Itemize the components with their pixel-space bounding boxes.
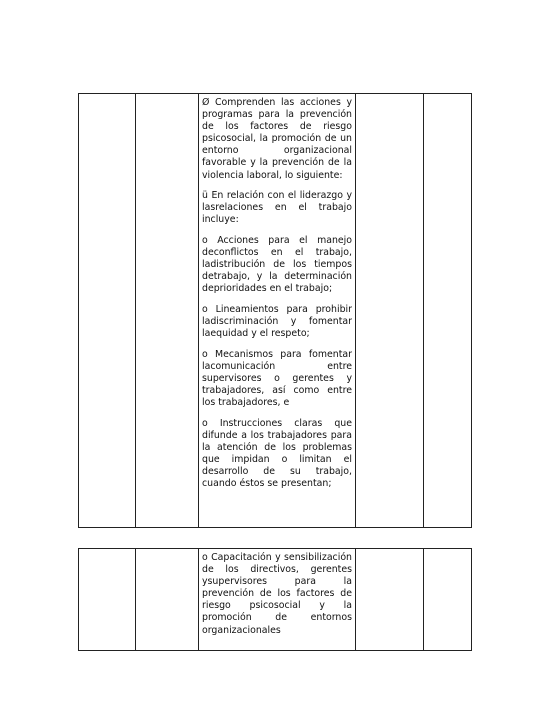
table-2-col-2 — [136, 549, 199, 651]
paragraph-instrucciones: o Instrucciones claras que difunde a los trabajadores para la atención de los problemas que impidan o limitan el desarrollo de su trabajo, cuando éstos se presentan; — [202, 417, 352, 490]
table-1-content-cell — [199, 94, 356, 528]
table-1-col-2 — [136, 94, 199, 528]
paragraph-capacitacion: o Capacitación y sensibilización de los directivos, gerentes ysupervisores para la prevención de los factores de riesgo psicosocial y la promoción de entornos organizacionales — [202, 552, 352, 636]
table-2-content-cell — [199, 549, 356, 651]
paragraph-comunicacion: o Mecanismos para fomentar lacomunicación entre supervisores o gerentes y trabajadores, así como entre los trabajadores, e — [202, 348, 352, 409]
table-2-col-5 — [424, 549, 472, 651]
paragraph-discriminacion: o Lineamientos para prohibir ladiscriminación y fomentar laequidad y el respeto; — [202, 303, 352, 340]
table-2-col-1 — [79, 549, 136, 651]
table-1-col-5 — [424, 94, 472, 528]
table-1-col-1 — [79, 94, 136, 528]
paragraph-conflictos: o Acciones para el manejo deconflictos en el trabajo, ladistribución de los tiempos detrabajo, y la determinación deprioridades en el trabajo; — [202, 234, 352, 295]
table-1-col-4 — [356, 94, 424, 528]
table-2-col-4 — [356, 549, 424, 651]
table-2 — [78, 548, 472, 651]
table-1 — [78, 93, 472, 528]
paragraph-intro: Ø Comprenden las acciones y programas para la prevención de los factores de riesgo psicosocial, la promoción de un entorno organizacional favorable y la prevención de la violencia laboral, lo siguiente: — [202, 97, 352, 181]
paragraph-liderazgo: ü En relación con el liderazgo y lasrelaciones en el trabajo incluye: — [202, 190, 352, 226]
